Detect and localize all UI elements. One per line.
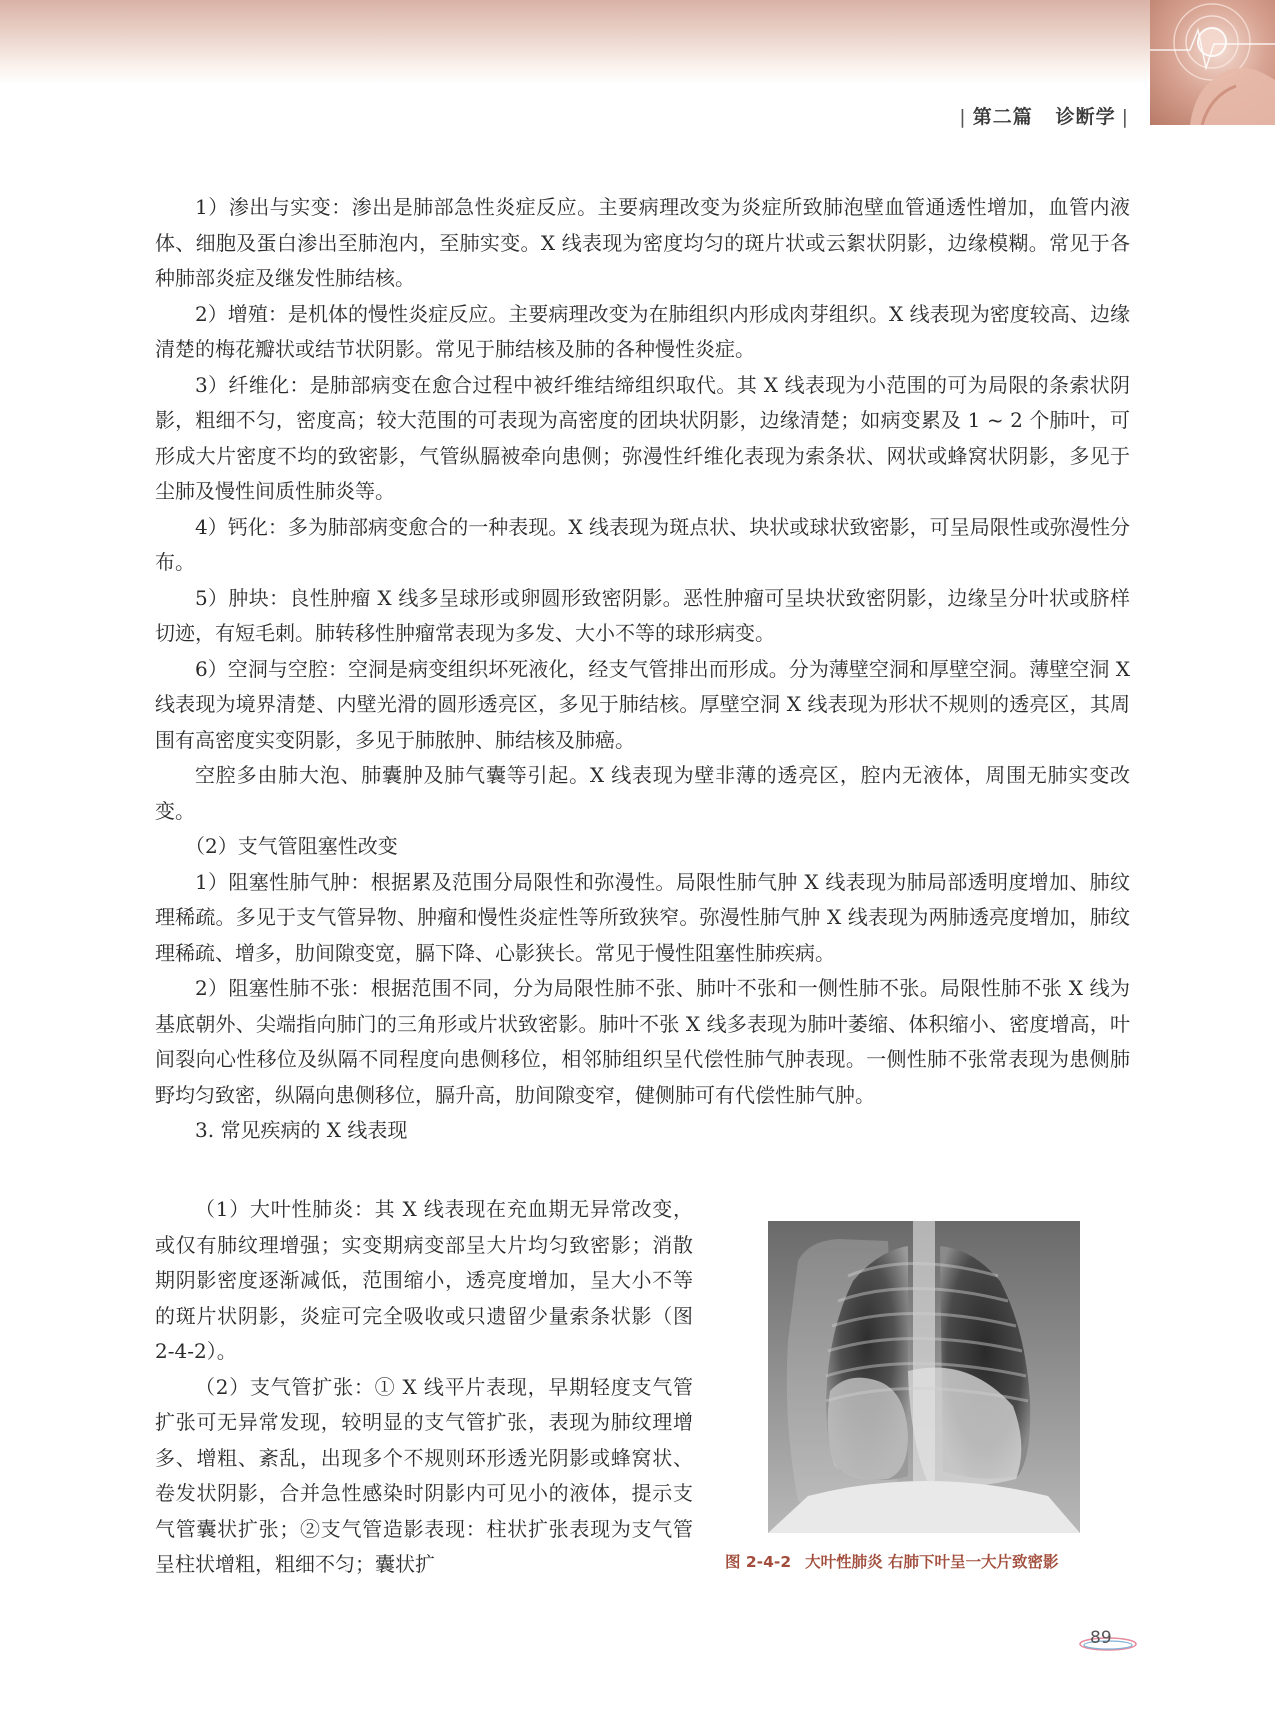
header-band	[0, 0, 1275, 85]
header-divider: |	[1121, 106, 1129, 128]
paragraph-mass: 5）肿块：良性肿瘤 X 线多呈球形或卵圆形致密阴影。恶性肿瘤可呈块状致密阴影，边缘呈分叶状或脐样切迹，有短毛刺。肺转移性肿瘤常表现为多发、大小不等的球形病变。	[155, 585, 1130, 645]
chest-xray-image	[768, 1221, 1080, 1533]
paragraph-exudation: 1）渗出与实变：渗出是肺部急性炎症反应。主要病理改变为炎症所致肺泡壁血管通透性增加，血管内液体、细胞及蛋白渗出至肺泡内，至肺实变。X 线表现为密度均匀的斑片状或云絮状阴影，边缘模糊。常见于各种肺部炎症及继发性肺结核。	[155, 195, 1130, 290]
running-header	[953, 102, 1135, 129]
header-divider: |	[959, 106, 967, 128]
paragraph-bronchiectasis: （2）支气管扩张：① X 线平片表现，早期轻度支气管扩张可无异常发现，较明显的支气管扩张，表现为肺纹理增多、增粗、紊乱，出现多个不规则环形透光阴影或蜂窝状、卷发状阴影，合并急性感染时阴影内可见小的液体，提示支气管囊状扩张；②支气管造影表现：柱状扩张表现为支气管呈柱状增粗，粗细不匀；囊状扩	[155, 1374, 693, 1576]
section-title: 诊断学	[1055, 106, 1116, 128]
paragraph-cavity: 6）空洞与空腔：空洞是病变组织坏死液化，经支气管排出而形成。分为薄壁空洞和厚壁空洞。薄壁空洞 X 线表现为境界清楚、内壁光滑的圆形透亮区，多见于肺结核。厚壁空洞 X 线表现为形状不规则的透亮区，其周围有高密度实变阴影，多见于肺脓肿、肺结核及肺癌。	[155, 656, 1130, 752]
main-body-text	[155, 190, 1130, 1149]
figure-caption-text: 大叶性肺炎 右肺下叶呈一大片致密影	[805, 1553, 1059, 1571]
paragraph-lobar-pneumonia: （1）大叶性肺炎：其 X 线表现在充血期无异常改变，或仅有肺纹理增强；实变期病变部呈大片均匀致密影；消散期阴影密度逐渐减低，范围缩小，透亮度增加，呈大小不等的斑片状阴影，炎症可完全吸收或只遗留少量索条状影（图 2-4-2）。	[155, 1197, 693, 1363]
paragraph-air-space: 空腔多由肺大泡、肺囊肿及肺气囊等引起。X 线表现为壁非薄的透亮区，腔内无液体，周围无肺实变改变。	[155, 763, 1130, 823]
page-number: 89	[1090, 1628, 1112, 1648]
subheading-bronchial-obstruction: （2）支气管阻塞性改变	[185, 834, 398, 858]
lower-body-text	[155, 1192, 693, 1583]
paragraph-atelectasis: 2）阻塞性肺不张：根据范围不同，分为局限性肺不张、肺叶不张和一侧性肺不张。局限性肺不张 X 线为基底朝外、尖端指向肺门的三角形或片状致密影。肺叶不张 X 线多表现为肺叶萎缩、体积缩小、密度增高，叶间裂向心性移位及纵隔不同程度向患侧移位，相邻肺组织呈代偿性肺气肿表现。一侧性肺不张常表现为患侧肺野均匀致密，纵隔向患侧移位，膈升高，肋间隙变窄，健侧肺可有代偿性肺气肿。	[155, 976, 1130, 1107]
paragraph-fibrosis: 3）纤维化：是肺部病变在愈合过程中被纤维结缔组织取代。其 X 线表现为小范围的可为局限的条索状阴影，粗细不匀，密度高；较大范围的可表现为高密度的团块状阴影，边缘清楚；如病变累及 1 ~ 2 个肺叶，可形成大片密度不均的致密影，气管纵膈被牵向患侧；弥漫性纤维化表现为索条状、网状或蜂窝状阴影，多见于尘肺及慢性间质性肺炎等。	[155, 372, 1130, 503]
figure-number: 图 2-4-2	[725, 1553, 792, 1571]
section-label: 第二篇	[972, 106, 1033, 128]
stethoscope-icon	[1150, 0, 1275, 125]
figure-caption	[725, 1550, 1145, 1572]
paragraph-emphysema: 1）阻塞性肺气肿：根据累及范围分局限性和弥漫性。局限性肺气肿 X 线表现为肺局部透明度增加、肺纹理稀疏。多见于支气管异物、肿瘤和慢性炎症性等所致狭窄。弥漫性肺气肿 X 线表现为两肺透亮度增加，肺纹理稀疏、增多，肋间隙变宽，膈下降、心影狭长。常见于慢性阻塞性肺疾病。	[155, 869, 1130, 965]
heading-common-diseases: 3. 常见疾病的 X 线表现	[195, 1118, 408, 1142]
paragraph-proliferation: 2）增殖：是机体的慢性炎症反应。主要病理改变为在肺组织内形成肉芽组织。X 线表现为密度较高、边缘清楚的梅花瓣状或结节状阴影。常见于肺结核及肺的各种慢性炎症。	[155, 301, 1130, 361]
corner-decorative-photo	[1150, 0, 1275, 125]
paragraph-calcification: 4）钙化：多为肺部病变愈合的一种表现。X 线表现为斑点状、块状或球状致密影，可呈局限性或弥漫性分布。	[155, 514, 1130, 574]
